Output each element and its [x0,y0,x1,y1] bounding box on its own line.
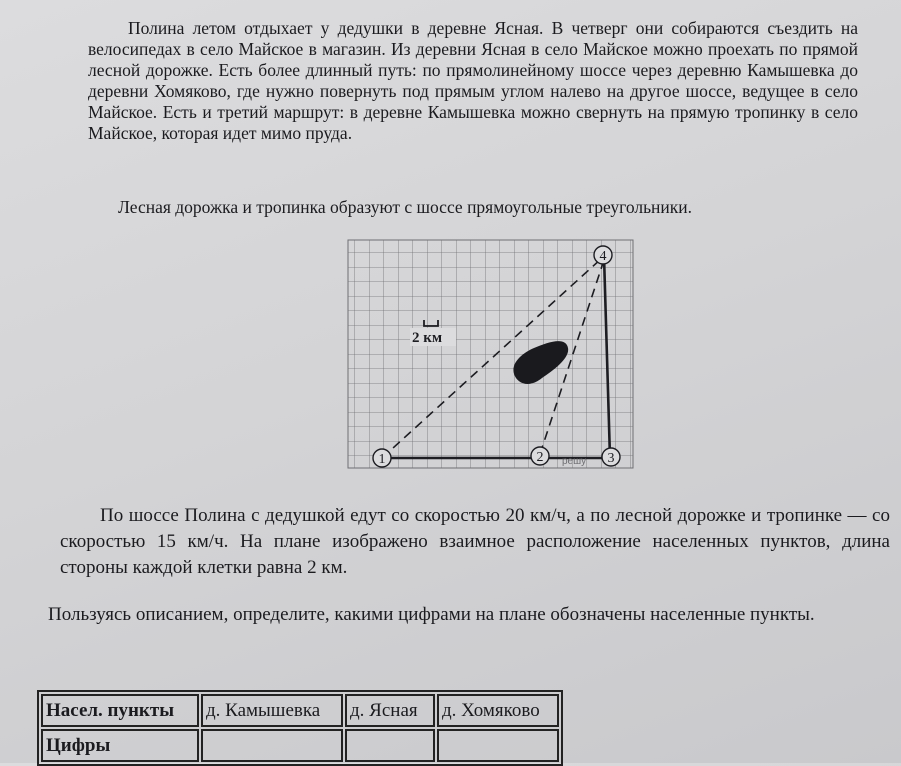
column-header-yasnaya: д. Ясная [345,694,435,727]
column-header-kamyshevka: д. Камышевка [201,694,343,727]
row-header-settlements: Насел. пункты [41,694,199,727]
problem-text: Полина летом отдыхает у дедушки в деревне Ясная. В четверг они собираются съездить на велосипедах в село Майское в магазин. Из деревни Ясная в село Майское можно проехать по прямой лесной дорожке. Есть более длинный путь: по прямолинейному шоссе через деревню Камышевка до деревни Хомяково, где нужно повернуть под прямым углом налево на другое шоссе, ведущее в село Майское. Есть и третий маршрут: в деревне Камышевка можно свернуть на прямую тропинку в село Майское, которая идет мимо пруда. [88,18,858,143]
question-text: Пользуясь описанием, определите, какими цифрами на плане обозначены населенные пункты. [48,604,815,625]
speed-text: По шоссе Полина с дедушкой едут со скоростью 20 км/ч, а по лесной дорожке и тропинке — со скоростью 15 км/ч. На плане изображено взаимное расположение населенных пунктов, длина стороны каждой клетки равна 2 км. [60,505,890,578]
table-row [41,729,559,762]
point-2-label: 2 [536,450,544,465]
grid [348,240,633,468]
answer-cell-khomyakovo[interactable] [437,729,559,762]
point-4-label: 4 [599,249,607,264]
point-3 [602,448,620,466]
point-3-label: 3 [607,451,615,466]
triangle-note: Лесная дорожка и тропинка образуют с шоссе прямоугольные треугольники. [118,197,693,217]
answer-table [37,690,563,766]
table-row [41,694,559,727]
point-2 [531,447,549,465]
row-header-digits: Цифры [41,729,199,762]
map-plan [340,238,636,472]
answer-cell-kamyshevka[interactable] [201,729,343,762]
point-1-label: 1 [378,452,386,467]
scale-label: 2 км [412,330,443,346]
point-1 [373,449,391,467]
column-header-khomyakovo: д. Хомяково [437,694,559,727]
point-4 [594,246,612,264]
watermark: решу [562,456,587,467]
answer-cell-yasnaya[interactable] [345,729,435,762]
